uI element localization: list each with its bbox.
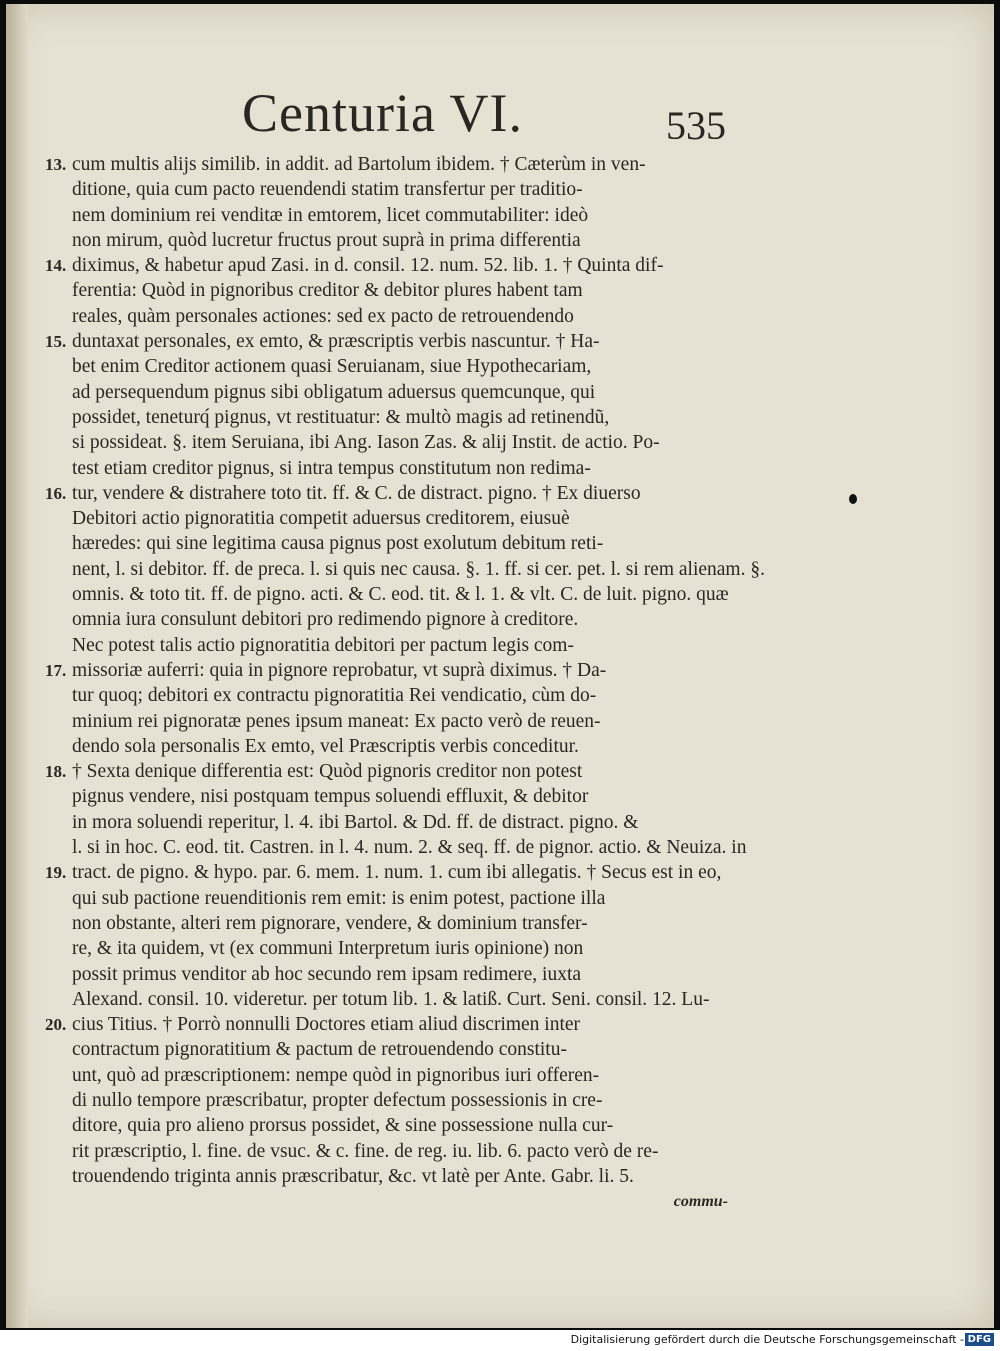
line-text: bet enim Creditor actionem quasi Seruianam, siue Hypothecariam, bbox=[72, 356, 592, 378]
text-line bbox=[72, 304, 738, 329]
line-text: omnis. & toto tit. ff. de pigno. acti. & C. eod. tit. & l. 1. & vlt. C. de luit. pigno. quæ bbox=[72, 584, 729, 606]
line-text: pignus vendere, nisi postquam tempus soluendi effluxit, & debitor bbox=[72, 786, 589, 808]
text-line bbox=[72, 936, 738, 961]
ink-blot bbox=[849, 494, 857, 504]
margin-note-number: 14. bbox=[45, 256, 67, 276]
text-line bbox=[72, 228, 738, 253]
line-text: qui sub pactione reuenditionis rem emit: is enim potest, pactione illa bbox=[72, 887, 606, 909]
line-text: di nullo tempore præscribatur, propter defectum possessionis in cre- bbox=[72, 1089, 603, 1111]
line-text: rit præscriptio, l. fine. de vsuc. & c. fine. de reg. iu. lib. 6. pacto verò de re- bbox=[72, 1140, 659, 1162]
line-text: ad persequendum pignus sibi obligatum aduersus quemcunque, qui bbox=[72, 381, 596, 403]
text-line bbox=[72, 405, 738, 430]
line-text: si possideat. §. item Seruiana, ibi Ang. Iason Zas. & alij Instit. de actio. Po- bbox=[72, 432, 660, 454]
line-text: Alexand. consil. 10. videretur. per totum lib. 1. & latiß. Curt. Seni. consil. 12. Lu- bbox=[72, 988, 710, 1010]
text-line bbox=[72, 430, 738, 455]
line-text: possit primus venditor ab hoc secundo rem ipsam redimere, iuxta bbox=[72, 963, 582, 985]
text-line bbox=[72, 810, 738, 835]
margin-note-number: 13. bbox=[45, 155, 67, 174]
text-line bbox=[72, 607, 738, 632]
text-line bbox=[72, 835, 747, 860]
margin-note-number: 20. bbox=[45, 1015, 67, 1035]
margin-note-number: 16. bbox=[45, 483, 67, 503]
dfg-logo: DFG bbox=[965, 1333, 994, 1346]
line-text: omnia iura consulunt debitori pro redimendo pignore à creditore. bbox=[72, 609, 579, 631]
line-text: Debitori actio pignoratitia competit aduersus creditorem, eiusuè bbox=[72, 508, 570, 530]
line-text: re, & ita quidem, vt (ex communi Interpretum iuris opinione) non bbox=[72, 938, 584, 960]
text-line bbox=[45, 481, 738, 506]
text-line bbox=[72, 987, 738, 1012]
text-line bbox=[72, 784, 738, 809]
line-text: unt, quò ad præscriptionem: nempe quòd in pignoribus iuri offeren- bbox=[72, 1064, 600, 1086]
page-header bbox=[6, 76, 994, 146]
margin-note-number: 19. bbox=[45, 863, 67, 883]
text-line bbox=[72, 1063, 738, 1088]
line-text: test etiam creditor pignus, si intra tempus constitutum non redima- bbox=[72, 457, 591, 479]
running-title: Centuria VI. bbox=[242, 83, 523, 143]
text-line bbox=[72, 962, 738, 987]
line-text: cum multis alijs similib. in addit. ad Bartolum ibidem. † Cæterùm in ven- bbox=[72, 154, 646, 175]
line-text: nem dominium rei venditæ in emtorem, licet commutabiliter: ideò bbox=[72, 204, 589, 226]
catchword: commu- bbox=[673, 1193, 728, 1211]
line-text: tur quoq; debitori ex contractu pignoratitia Rei vendicatio, cùm do- bbox=[72, 685, 597, 707]
text-line bbox=[72, 1037, 738, 1062]
text-line bbox=[72, 1164, 738, 1189]
text-line bbox=[72, 354, 738, 379]
page-number: 535 bbox=[666, 103, 726, 148]
book-page bbox=[6, 4, 994, 1328]
text-line bbox=[45, 860, 738, 885]
text-line bbox=[72, 683, 738, 708]
line-text: nent, l. si debitor. ff. de preca. l. si quis nec causa. §. 1. ff. si cer. pet. l. si rem alienam. §. bbox=[72, 558, 765, 580]
text-line bbox=[45, 253, 738, 278]
line-text: dendo sola personalis Ex emto, vel Præscriptis verbis conceditur. bbox=[72, 735, 579, 757]
line-text: l. si in hoc. C. eod. tit. Castren. in l. 4. num. 2. & seq. ff. de pignor. actio. & Neuiza. in bbox=[72, 837, 747, 859]
line-text: duntaxat personales, ex emto, & præscriptis verbis nascuntur. † Ha- bbox=[72, 331, 600, 353]
text-line bbox=[72, 633, 738, 658]
text-line bbox=[45, 658, 738, 683]
digitization-footer bbox=[0, 1330, 1000, 1351]
line-text: † Sexta denique differentia est: Quòd pignoris creditor non potest bbox=[72, 761, 583, 783]
text-line bbox=[45, 329, 738, 354]
line-text: Nec potest talis actio pignoratitia debitori per pactum legis com- bbox=[72, 634, 574, 656]
text-line bbox=[72, 557, 765, 582]
line-text: possidet, teneturq́ pignus, vt restituatur: & multò magis ad retinendũ, bbox=[72, 406, 610, 428]
text-line bbox=[72, 531, 738, 556]
line-text: ditore, quia pro alieno prorsus possidet, & sine possessione nulla cur- bbox=[72, 1115, 614, 1137]
line-text: missoriæ auferri: quia in pignore reprobatur, vt suprà diximus. † Da- bbox=[72, 659, 607, 681]
text-line bbox=[72, 278, 738, 303]
margin-note-number: 15. bbox=[45, 332, 67, 352]
line-text: hæredes: qui sine legitima causa pignus post exolutum debitum reti- bbox=[72, 533, 604, 555]
line-text: non mirum, quòd lucretur fructus prout suprà in prima differentia bbox=[72, 229, 581, 251]
line-text: ferentia: Quòd in pignoribus creditor & debitor plures habent tam bbox=[72, 280, 583, 302]
text-line bbox=[72, 177, 738, 202]
page-gutter-edge bbox=[6, 4, 28, 1328]
footer-credit: Digitalisierung gefördert durch die Deutsche Forschungsgemeinschaft - bbox=[570, 1333, 964, 1346]
body-text bbox=[45, 152, 765, 1214]
line-text: trouendendo triginta annis præscribatur, &c. vt latè per Ante. Gabr. li. 5. bbox=[72, 1165, 634, 1187]
line-text: tract. de pigno. & hypo. par. 6. mem. 1. num. 1. cum ibi allegatis. † Secus est in eo, bbox=[72, 862, 722, 884]
text-line bbox=[72, 582, 738, 607]
text-line bbox=[72, 456, 738, 481]
text-line bbox=[72, 506, 738, 531]
line-text: in mora soluendi reperitur, l. 4. ibi Bartol. & Dd. ff. de distract. pigno. & bbox=[72, 811, 639, 833]
text-line bbox=[72, 886, 738, 911]
text-line bbox=[72, 1139, 738, 1164]
text-line bbox=[45, 1012, 738, 1037]
line-text: minium rei pignoratæ penes ipsum maneat: Ex pacto verò de reuen- bbox=[72, 710, 601, 732]
line-text: non obstante, alteri rem pignorare, vendere, & dominium transfer- bbox=[72, 912, 588, 934]
line-text: ditione, quia cum pacto reuendendi statim transfertur per traditio- bbox=[72, 179, 583, 201]
line-text: reales, quàm personales actiones: sed ex pacto de retrouendendo bbox=[72, 305, 574, 327]
text-line bbox=[72, 709, 738, 734]
text-line bbox=[72, 203, 738, 228]
text-line bbox=[72, 911, 738, 936]
line-text: cius Titius. † Porrò nonnulli Doctores etiam aliud discrimen inter bbox=[72, 1014, 581, 1036]
text-line bbox=[72, 734, 738, 759]
text-line bbox=[72, 380, 738, 405]
text-line bbox=[45, 759, 738, 784]
text-line bbox=[72, 1113, 738, 1138]
line-text: contractum pignoratitium & pactum de retrouendendo constitu- bbox=[72, 1039, 567, 1061]
text-line bbox=[72, 1088, 738, 1113]
line-text: diximus, & habetur apud Zasi. in d. consil. 12. num. 52. lib. 1. † Quinta dif- bbox=[72, 255, 664, 277]
line-text: tur, vendere & distrahere toto tit. ff. & C. de distract. pigno. † Ex diuerso bbox=[72, 482, 641, 504]
text-line bbox=[45, 152, 738, 177]
margin-note-number: 17. bbox=[45, 660, 67, 680]
margin-note-number: 18. bbox=[45, 762, 67, 782]
